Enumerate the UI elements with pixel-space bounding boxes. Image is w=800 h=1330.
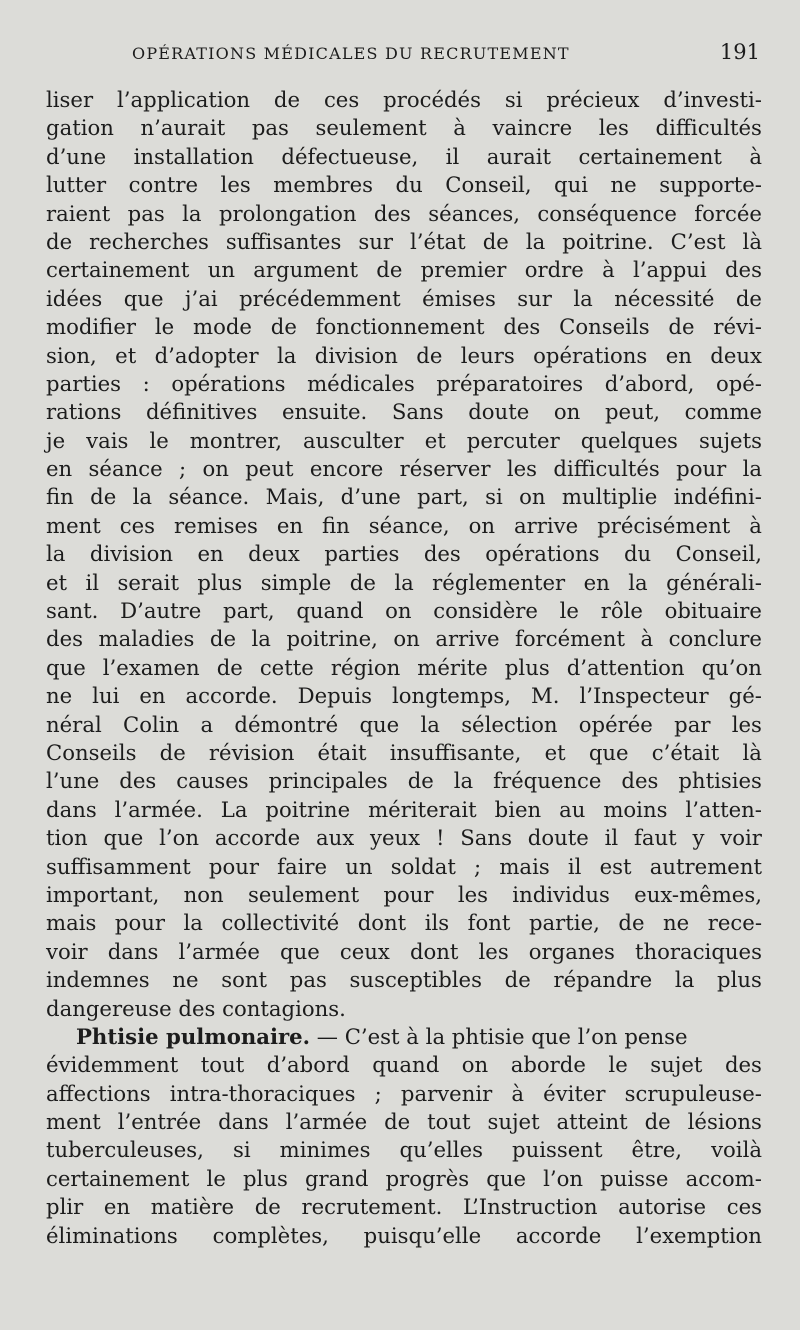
text-line: je vais le montrer, ausculter et percuter quelques sujets bbox=[46, 427, 762, 453]
text-line: ment ces remises en fin séance, on arrive précisément à bbox=[46, 512, 762, 538]
text-line: néral Colin a démontré que la sélection opérée par les bbox=[46, 711, 762, 737]
text-line: que l’examen de cette région mérite plus d’attention qu’on bbox=[46, 654, 762, 680]
text-line: évidemment tout d’abord quand on aborde le sujet des bbox=[46, 1052, 762, 1078]
text-line: la division en deux parties des opérations du Conseil, bbox=[46, 541, 762, 567]
text-line: idées que j’ai précédemment émises sur la nécessité de bbox=[46, 285, 762, 311]
section-first-line: — C’est à la phtisie que l’on pense bbox=[310, 1023, 688, 1049]
text-line: certainement le plus grand progrès que l’on puisse accom- bbox=[46, 1165, 762, 1191]
text-line: dangereuse des contagions. bbox=[46, 995, 346, 1021]
body-text bbox=[46, 86, 762, 1250]
text-line: important, non seulement pour les individus eux-mêmes, bbox=[46, 881, 762, 907]
text-line: rations définitives ensuite. Sans doute on peut, comme bbox=[46, 399, 762, 425]
text-line: sant. D’autre part, quand on considère le rôle obituaire bbox=[46, 598, 762, 624]
text-line: l’une des causes principales de la fréquence des phtisies bbox=[46, 768, 762, 794]
text-line: des maladies de la poitrine, on arrive forcément à conclure bbox=[46, 626, 762, 652]
text-line: sion, et d’adopter la division de leurs opérations en deux bbox=[46, 342, 762, 368]
text-line: parties : opérations médicales préparatoires d’abord, opé- bbox=[46, 370, 762, 396]
text-line: éliminations complètes, puisqu’elle accorde l’exemption bbox=[46, 1222, 762, 1248]
text-line: gation n’aurait pas seulement à vaincre les difficultés bbox=[46, 115, 762, 141]
text-line: d’une installation défectueuse, il aurait certainement à bbox=[46, 143, 762, 169]
text-line: dans l’armée. La poitrine mériterait bien au moins l’atten- bbox=[46, 796, 762, 822]
text-line: suffisamment pour faire un soldat ; mais il est autrement bbox=[46, 853, 762, 879]
paragraph-continuation bbox=[46, 86, 762, 1023]
text-line: de recherches suffisantes sur l’état de la poitrine. C’est là bbox=[46, 228, 762, 254]
text-line bbox=[46, 1023, 762, 1051]
paragraph-phtisie bbox=[46, 1023, 762, 1250]
running-header bbox=[46, 40, 762, 86]
text-line: tion que l’on accorde aux yeux ! Sans doute il faut y voir bbox=[46, 825, 762, 851]
page-number: 191 bbox=[719, 40, 760, 64]
text-line: modifier le mode de fonctionnement des Conseils de révi- bbox=[46, 314, 762, 340]
text-line: indemnes ne sont pas susceptibles de répandre la plus bbox=[46, 967, 762, 993]
text-line: ne lui en accorde. Depuis longtemps, M. l’Inspecteur gé- bbox=[46, 683, 762, 709]
text-line: en séance ; on peut encore réserver les difficultés pour la bbox=[46, 456, 762, 482]
text-line: tuberculeuses, si minimes qu’elles puissent être, voilà bbox=[46, 1137, 762, 1163]
section-heading: Phtisie pulmonaire. bbox=[76, 1023, 311, 1049]
text-line: fin de la séance. Mais, d’une part, si on multiplie indéfini- bbox=[46, 484, 762, 510]
text-line: liser l’application de ces procédés si précieux d’investi- bbox=[46, 87, 762, 112]
text-line: lutter contre les membres du Conseil, qui ne supporte- bbox=[46, 172, 762, 198]
text-line: ment l’entrée dans l’armée de tout sujet atteint de lésions bbox=[46, 1109, 762, 1135]
text-line: mais pour la collectivité dont ils font partie, de ne rece- bbox=[46, 910, 762, 936]
text-line: plir en matière de recrutement. L’Instruction autorise ces bbox=[46, 1194, 762, 1220]
text-line: et il serait plus simple de la réglementer en la générali- bbox=[46, 569, 762, 595]
text-line: Conseils de révision était insuffisante, et que c’était là bbox=[46, 739, 762, 765]
text-line: voir dans l’armée que ceux dont les organes thoraciques bbox=[46, 938, 762, 964]
text-line: raient pas la prolongation des séances, conséquence forcée bbox=[46, 200, 762, 226]
text-line: affections intra-thoraciques ; parvenir à éviter scrupuleuse- bbox=[46, 1080, 762, 1106]
running-title: OPÉRATIONS MÉDICALES DU RECRUTEMENT bbox=[132, 44, 570, 63]
text-line: certainement un argument de premier ordre à l’appui des bbox=[46, 257, 762, 283]
